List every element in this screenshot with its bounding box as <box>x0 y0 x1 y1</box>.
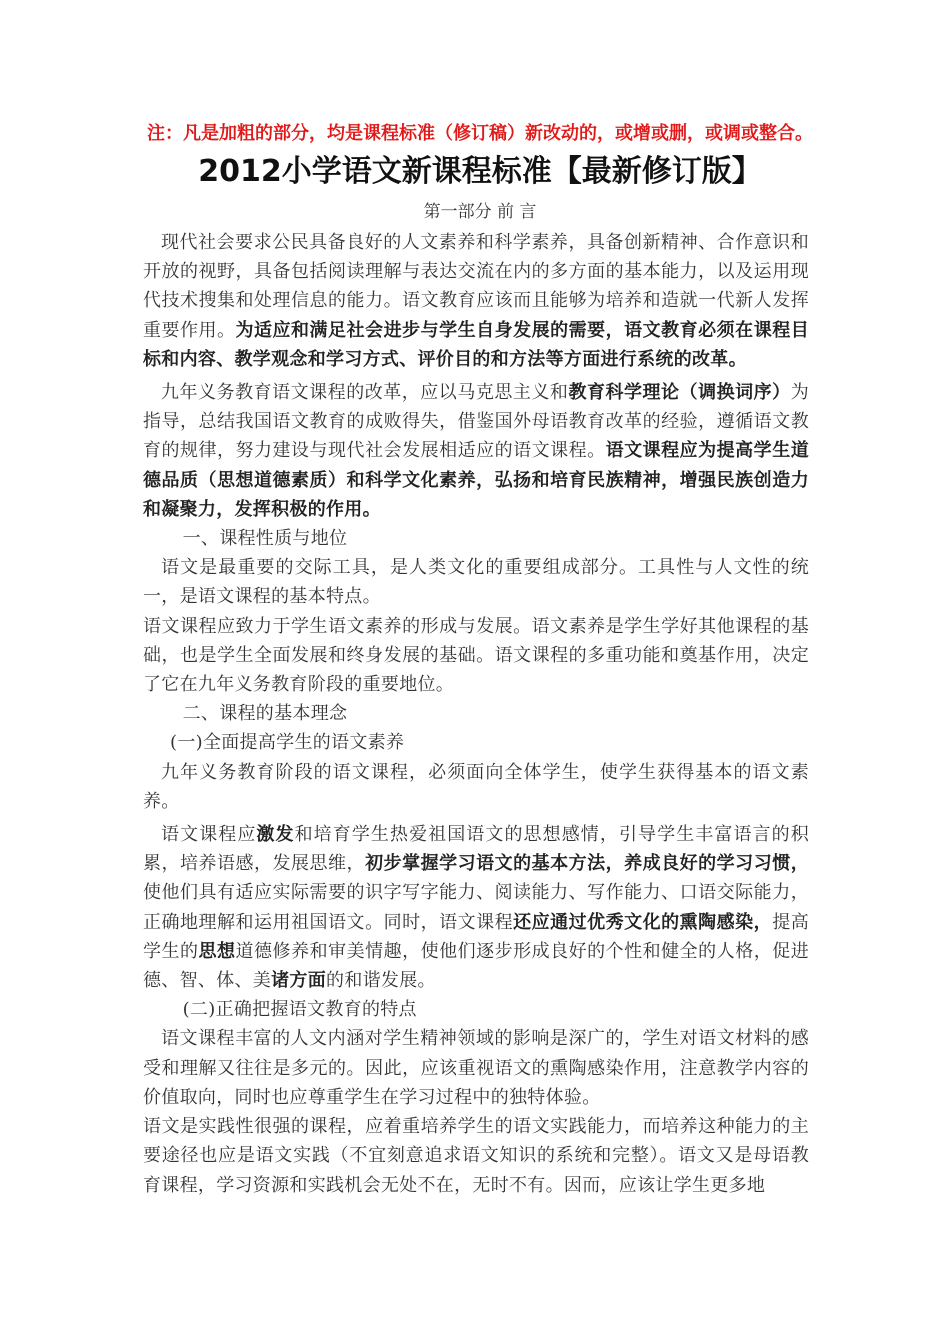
subsection-1-heading: (一)全面提高学生的语文素养 <box>170 732 405 754</box>
paragraph-1 <box>143 228 809 374</box>
paragraph-6-text: 使他们具有适应实际需要的识字写字能力、阅读能力、写作能力、口语交际能力，正确地理解和运用祖国语文。同时，语文课程 <box>143 882 809 933</box>
paragraph-6-text: 的和谐发展。 <box>326 970 436 992</box>
document-title: 2012小学语文新课程标准【最新修订版】 <box>198 154 762 189</box>
paragraph-6-bold: 思想 <box>198 940 236 962</box>
paragraph-6-bold: 还应通过优秀文化的熏陶感染， <box>513 911 773 933</box>
paragraph-7: 语文课程丰富的人文内涵对学生精神领域的影响是深广的，学生对语文材料的感受和理解又往往是多元的。因此，应该重视语文的熏陶感染作用，注意教学内容的价值取向，同时也应尊重学生在学习过程中的独特体验。 <box>143 1028 809 1108</box>
paragraph-6-text: 提高学生的 <box>143 911 809 962</box>
paragraph-6-bold: 初步掌握学习语文的基本方法，养成良好的学习习惯， <box>365 853 809 875</box>
paragraph-2-text-b: 为指导，总结我国语文教育的成败得失，借鉴国外母语教育改革的经验，遵循语文教育的规律，努力建设与现代社会发展相适应的语文课程。 <box>143 382 809 462</box>
paragraph-6 <box>143 820 809 995</box>
paragraph-1-bold: 为适应和满足社会进步与学生自身发展的需要，语文教育必须在课程目标和内容、教学观念和学习方式、评价目的和方法等方面进行系统的改革。 <box>143 319 810 370</box>
paragraph-8: 语文是实践性很强的课程，应着重培养学生的语文实践能力，而培养这种能力的主要途径也应是语文实践（不宜刻意追求语文知识的系统和完整）。语文又是母语教育课程，学习资源和实践机会无处不在，无时不有。因而，应该让学生更多地 <box>143 1116 809 1196</box>
paragraph-2-bold-b: 语文课程应为提高学生道德品质（思想道德素质）和科学文化素养，弘扬和培育民族精神，增强民族创造力和凝聚力，发挥积极的作用。 <box>143 440 809 520</box>
paragraph-6-bold: 诸方面 <box>271 970 327 992</box>
part-heading: 第一部分 前 言 <box>423 202 537 222</box>
paragraph-2-text-a: 九年义务教育语文课程的改革，应以马克思主义和 <box>161 382 569 404</box>
revision-note: 注：凡是加粗的部分，均是课程标准（修订稿）新改动的，或增或删，或调或整合。 <box>147 123 813 144</box>
paragraph-6-text: 语文课程应 <box>161 824 257 846</box>
paragraph-6-text: 和培育学生热爱祖国语文的思想感情，引导学生丰富语言的积累，培养语感，发展思维， <box>143 824 809 875</box>
subsection-2-heading: (二)正确把握语文教育的特点 <box>182 999 417 1021</box>
section-2-heading: 二、课程的基本理念 <box>182 703 348 725</box>
paragraph-5: 九年义务教育阶段的语文课程，必须面向全体学生，使学生获得基本的语文素养。 <box>143 761 809 812</box>
paragraph-6-bold: 激发 <box>256 824 295 846</box>
paragraph-3: 语文是最重要的交际工具，是人类文化的重要组成部分。工具性与人文性的统一，是语文课程的基本特点。 <box>143 557 809 608</box>
paragraph-2 <box>143 378 809 524</box>
section-1-heading: 一、课程性质与地位 <box>182 528 348 550</box>
paragraph-2-bold-a: 教育科学理论（调换词序） <box>568 382 791 404</box>
paragraph-6-text: 道德修养和审美情趣，使他们逐步形成良好的个性和健全的人格，促进德、智、体、美 <box>143 940 810 992</box>
document-body <box>143 228 809 1200</box>
paragraph-1-text: 现代社会要求公民具备良好的人文素养和科学素养，具备创新精神、合作意识和开放的视野，具备包括阅读理解与表达交流在内的多方面的基本能力，以及运用现代技术搜集和处理信息的能力。语文教育应该而且能够为培养和造就一代新人发挥重要作用。 <box>143 232 809 341</box>
paragraph-4: 语文课程应致力于学生语文素养的形成与发展。语文素养是学生学好其他课程的基础，也是学生全面发展和终身发展的基础。语文课程的多重功能和奠基作用，决定了它在九年义务教育阶段的重要地位。 <box>143 615 809 696</box>
